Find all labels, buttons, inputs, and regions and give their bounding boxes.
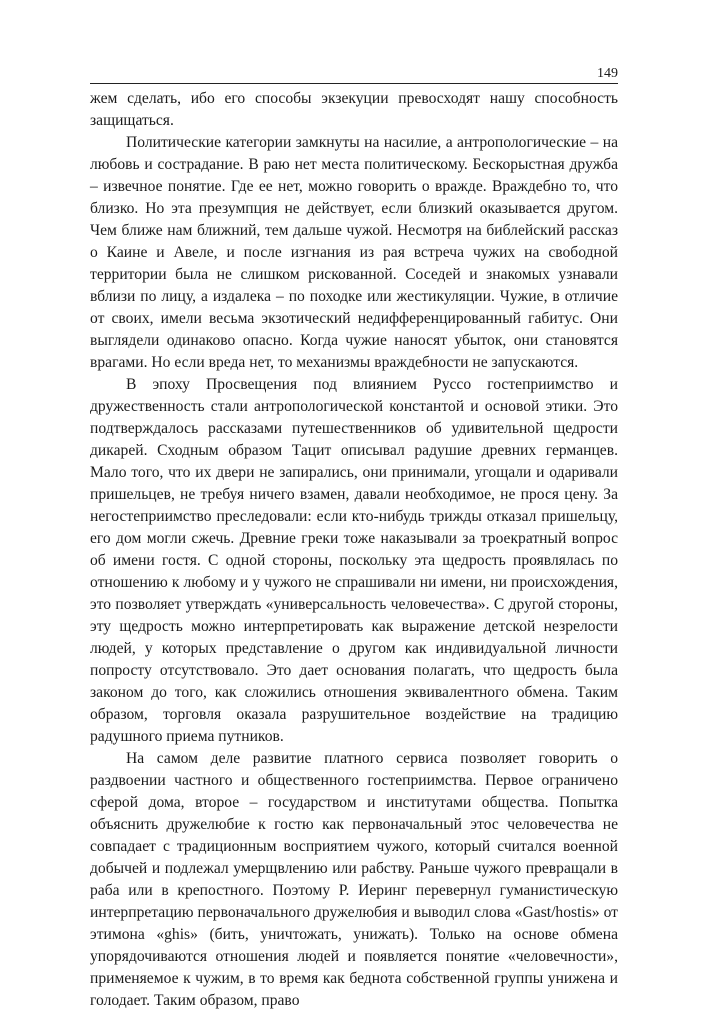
body-text: [90, 88, 618, 1012]
paragraph: жем сделать, ибо его способы экзекуции превосходят нашу способность защищаться.: [90, 90, 618, 129]
paragraph: Политические категории замкнуты на насилие, а антропологические – на любовь и сострадание. В раю нет места политическому. Бескорыстная дружба – извечное понятие. Где ее нет, можно говорить о вражде. Враждебно то, что близко. Но эта презумпция не действует, если близкий оказывается другом. Чем ближе нам ближний, тем дальше чужой. Несмотря на библейский рассказ о Каине и Авеле, и после изгнания из рая встреча чужих на свободной территории была не слишком рискованной. Соседей и знакомых узнавали вблизи по лицу, а издалека – по походке или жестикуляции. Чужие, в отличие от своих, имели весьма экзотический недифференцированный габитус. Они выглядели одинаково опасно. Когда чужие наносят убыток, они становятся врагами. Но если вреда нет, то механизмы враждебности не запускаются.: [90, 134, 618, 371]
header-rule: [90, 83, 618, 84]
book-page: [90, 66, 618, 1012]
page-number: 149: [597, 66, 618, 81]
paragraph: В эпоху Просвещения под влиянием Руссо гостеприимство и дружественность стали антропологической константой и основой этики. Это подтверждалось рассказами путешественников об удивительной щедрости дикарей. Сходным образом Тацит описывал радушие древних германцев. Мало того, что их двери не запирались, они принимали, угощали и одаривали пришельцев, не требуя ничего взамен, давали необходимое, не прося цену. За негостеприимство преследовали: если кто-нибудь трижды отказал пришельцу, его дом могли сжечь. Древние греки тоже наказывали за троекратный вопрос об имени гостя. С одной стороны, поскольку эта щедрость проявлялась по отношению к любому и у чужого не спрашивали ни имени, ни происхождения, это позволяет утверждать «универсальность человечества». С другой стороны, эту щедрость можно интерпретировать как выражение детской незрелости людей, у которых представление о другом как индивидуальной личности попросту отсутствовало. Это дает основания полагать, что щедрость была законом до того, как сложились отношения эквивалентного обмена. Таким образом, торговля оказала разрушительное воздействие на традицию радушного приема путников.: [90, 376, 618, 745]
paragraph: На самом деле развитие платного сервиса позволяет говорить о раздвоении частного и общественного гостеприимства. Первое ограничено сферой дома, второе – государством и институтами общества. Попытка объяснить дружелюбие к гостю как первоначальный этос человечества не совпадает с традиционным восприятием чужого, который считался военной добычей и подлежал умерщвлению или рабству. Раньше чужого превращали в раба или в крепостного. Поэтому Р. Иеринг перевернул гуманистическую интерпретацию первоначального дружелюбия и выводил слова «Gast/hostis» от этимона «ghis» (бить, уничтожать, унижать). Только на основе обмена упорядочиваются отношения людей и появляется понятие «человечности», применяемое к чужим, в то время как беднота собственной группы унижена и голодает. Таким образом, право: [90, 750, 618, 1009]
